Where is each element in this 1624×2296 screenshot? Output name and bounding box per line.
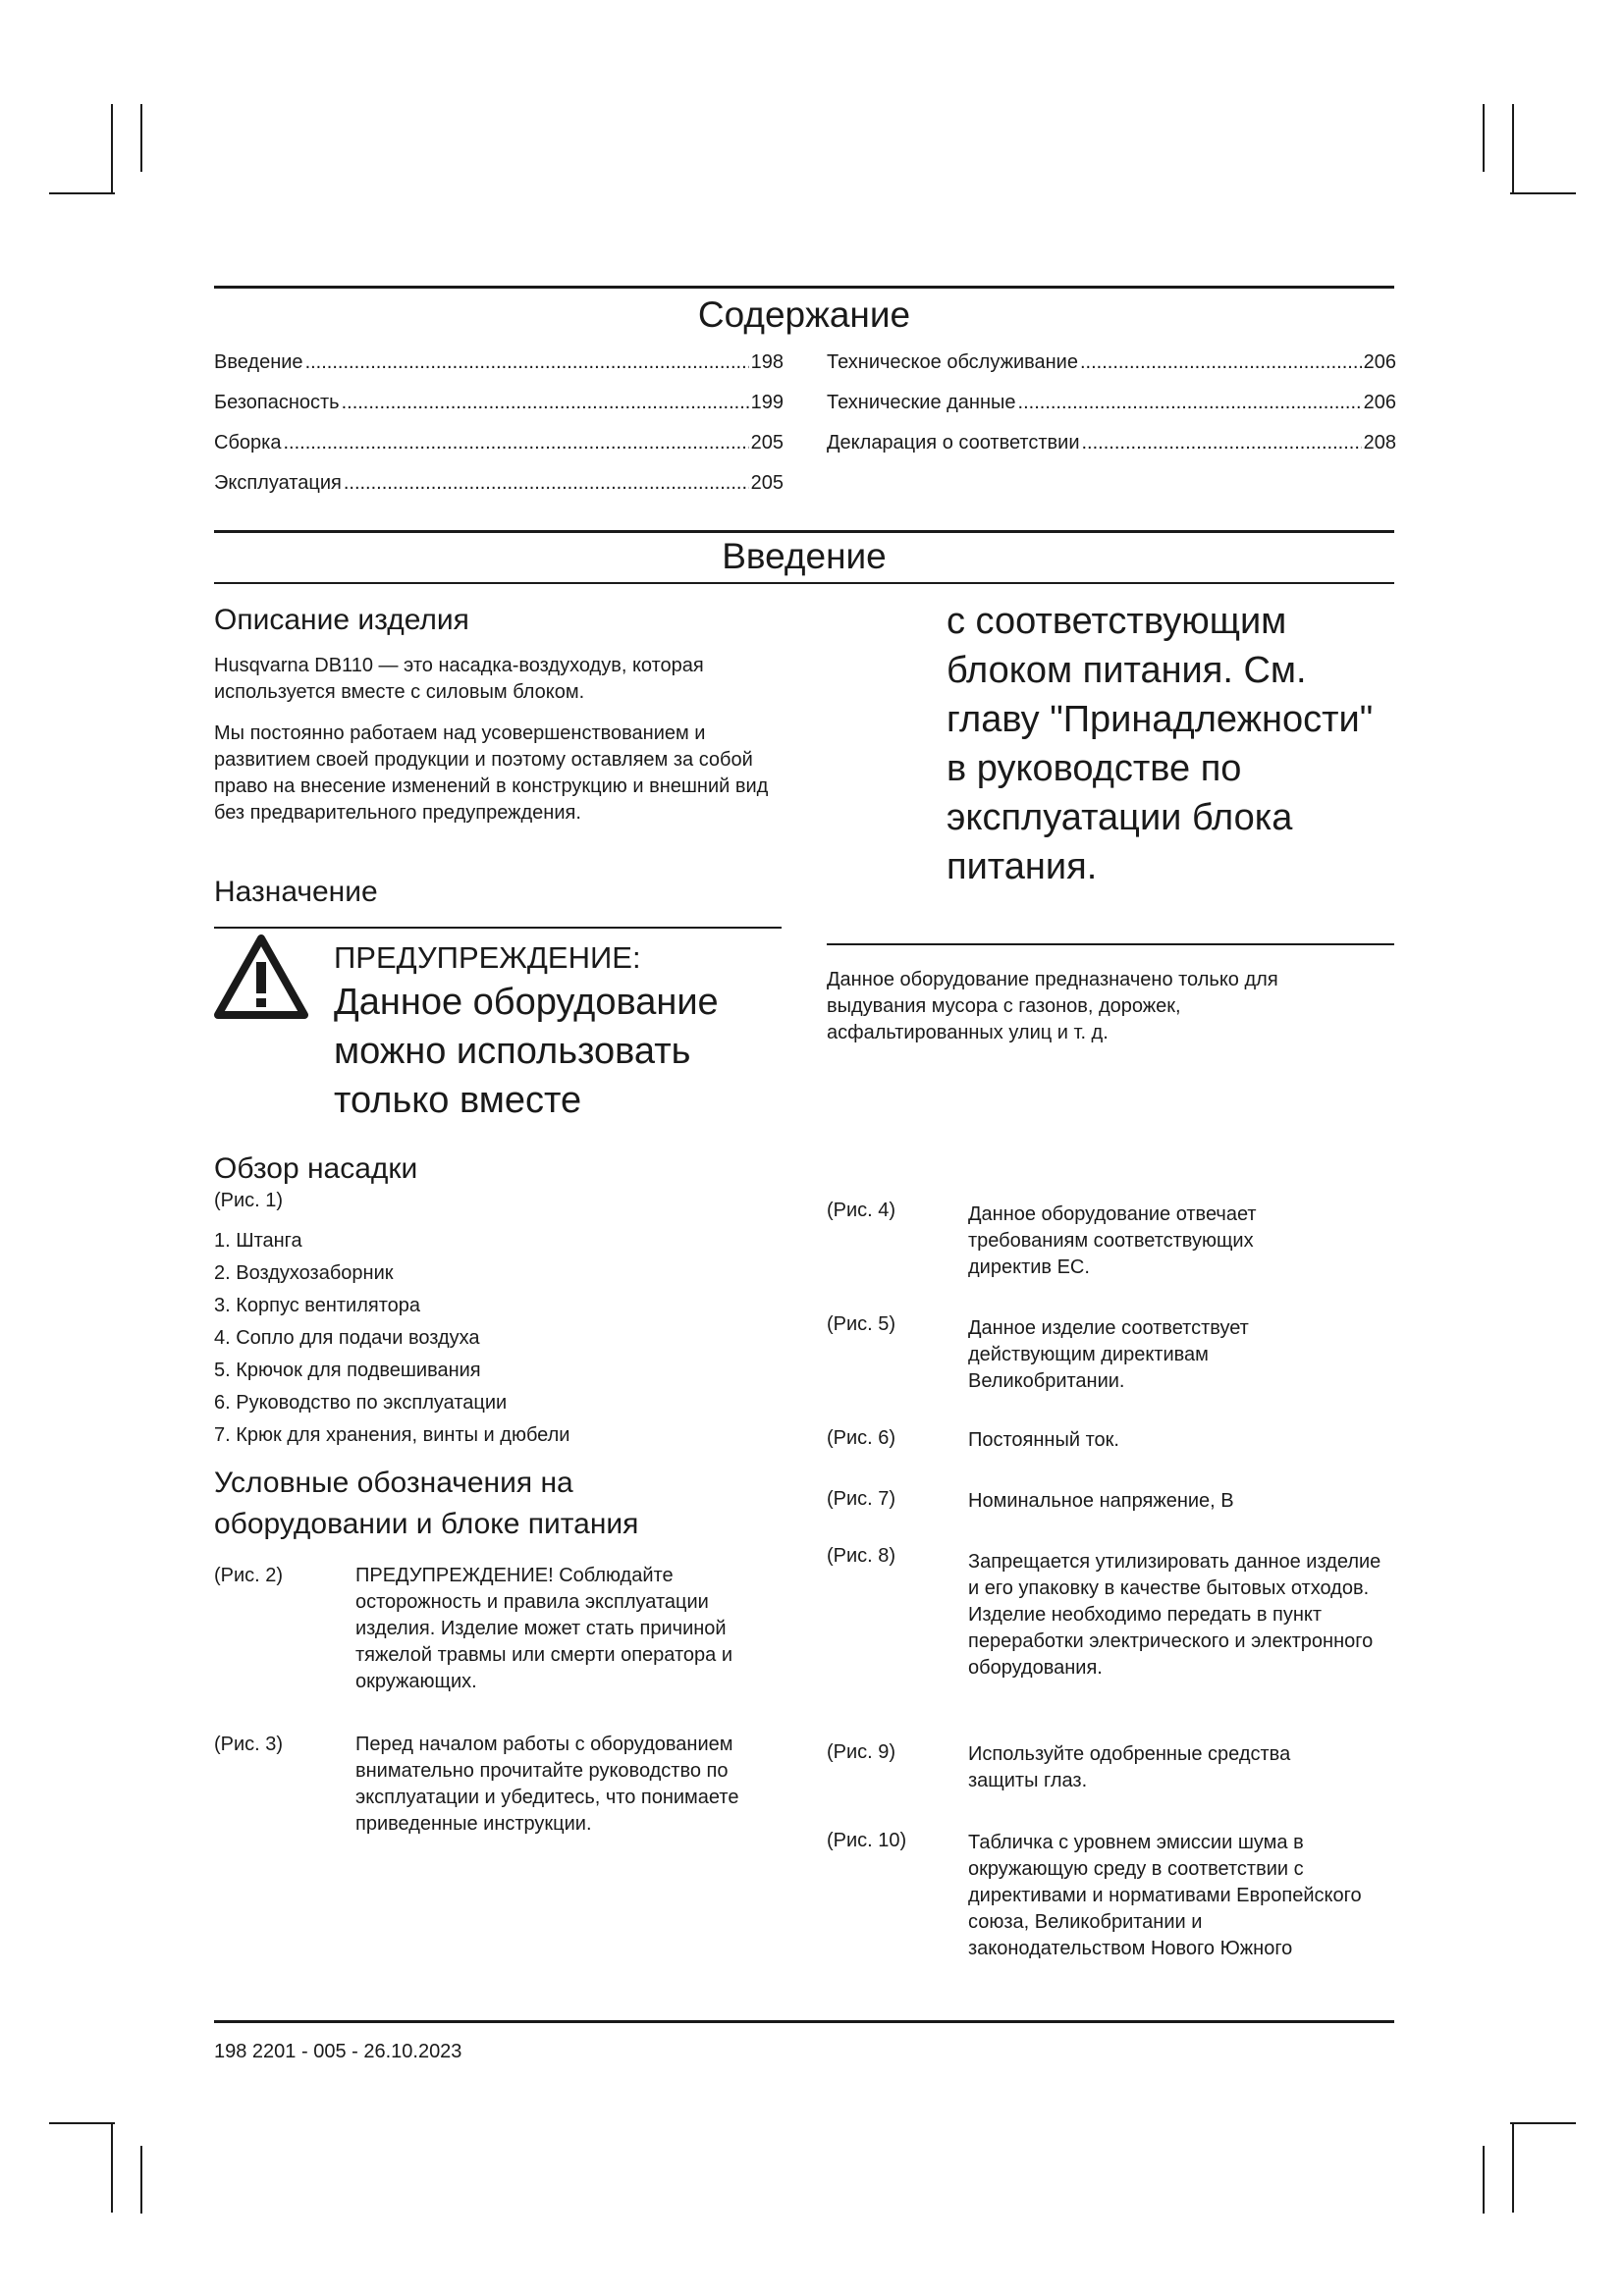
symbol-fig-ref: (Рис. 7) [827, 1488, 896, 1510]
list-item: 1. Штанга [214, 1230, 302, 1252]
warning-icon [214, 934, 308, 1019]
symbol-fig-ref: (Рис. 6) [827, 1427, 896, 1449]
symbol-fig-ref: (Рис. 4) [827, 1200, 896, 1221]
crop-mark [111, 2122, 113, 2213]
crop-mark [1512, 2122, 1514, 2213]
list-item: 6. Руководство по эксплуатации [214, 1392, 508, 1414]
toc-entry-page: 206 [1363, 351, 1396, 373]
crop-mark [140, 2146, 142, 2214]
toc-entry-label: Декларация о соответствии [827, 432, 1080, 454]
toc-entry-page: 205 [750, 472, 784, 494]
toc-entry[interactable] [214, 351, 784, 392]
usage-text: Данное оборудование предназначено только для выдувания мусора с газонов, дорожек, асфальтированных улиц и т. д. [827, 969, 1278, 1043]
crop-mark [1510, 192, 1576, 194]
footer-rule [214, 2020, 1394, 2023]
toc-entry-page: 205 [750, 432, 784, 454]
list-item: 3. Корпус вентилятора [214, 1295, 420, 1316]
symbol-fig-ref: (Рис. 5) [827, 1313, 896, 1335]
purpose-heading: Назначение [214, 876, 378, 908]
toc-entry[interactable] [827, 392, 1396, 432]
symbol-fig-ref: (Рис. 10) [827, 1830, 907, 1851]
product-description-p2: Мы постоянно работаем над усовершенствованием и развитием своей продукции и поэтому оставляем за собой право на внесение изменений в конструкцию и внешний вид без предварительного предупреждения. [214, 722, 769, 824]
toc-entry[interactable] [827, 351, 1396, 392]
symbol-description: Постоянный ток. [968, 1429, 1119, 1451]
overview-heading: Обзор насадки [214, 1152, 418, 1185]
crop-mark [1483, 104, 1485, 172]
toc-entry-page: 208 [1363, 432, 1396, 454]
intro-top-rule [214, 530, 1394, 533]
product-description-heading: Описание изделия [214, 604, 469, 636]
toc-entry-label: Техническое обслуживание [827, 351, 1078, 373]
list-item: 2. Воздухозаборник [214, 1262, 394, 1284]
toc-entry[interactable] [214, 432, 784, 472]
crop-mark [1510, 2122, 1576, 2124]
toc-leader [1082, 432, 1362, 454]
symbols-heading: Условные обозначения на оборудовании и блоке питания [214, 1467, 639, 1540]
symbol-fig-ref: (Рис. 8) [827, 1545, 896, 1567]
crop-mark [49, 192, 115, 194]
toc-leader [283, 432, 748, 454]
symbol-description: ПРЕДУПРЕЖДЕНИЕ! Соблюдайте осторожность и правила эксплуатации изделия. Изделие может стать причиной тяжелой травмы или смерти оператора и окружающих. [355, 1565, 732, 1692]
overview-list [214, 1225, 784, 1452]
symbol-description: Перед началом работы с оборудованием внимательно прочитайте руководство по эксплуатации и убедитесь, что понимаете приведенные инструкции. [355, 1734, 739, 1835]
symbol-fig-ref: (Рис. 2) [214, 1565, 284, 1586]
toc-leader [1080, 351, 1362, 374]
symbol-description: Табличка с уровнем эмиссии шума в окружающую среду в соответствии с директивами и нормативами Европейского союза, Великобритании и законодательством Нового Южного [968, 1832, 1362, 1959]
toc-entry-page: 199 [750, 392, 784, 413]
toc-right-column [827, 351, 1396, 472]
list-item: 7. Крюк для хранения, винты и дюбели [214, 1424, 570, 1446]
overview-fig-ref: (Рис. 1) [214, 1190, 284, 1211]
warning-text-part1: Данное оборудование можно использовать только вместе [334, 982, 719, 1121]
list-item: 5. Крючок для подвешивания [214, 1360, 481, 1381]
toc-leader [344, 472, 749, 495]
toc-entry-label: Сборка [214, 432, 282, 454]
crop-mark [49, 2122, 115, 2124]
symbol-description: Используйте одобренные средства защиты глаз. [968, 1743, 1291, 1791]
crop-mark [1512, 104, 1514, 194]
warning-text-part2: с соответствующим блоком питания. См. главу "Принадлежности" в руководстве по эксплуатации блока питания. [947, 601, 1374, 887]
toc-title: Содержание [697, 294, 911, 335]
toc-entry[interactable] [827, 432, 1396, 472]
symbol-description: Данное изделие соответствует действующим директивам Великобритании. [968, 1317, 1249, 1392]
list-item: 4. Сопло для подачи воздуха [214, 1327, 480, 1349]
symbol-fig-ref: (Рис. 9) [827, 1741, 896, 1763]
toc-entry-page: 206 [1363, 392, 1396, 413]
product-description-p1: Husqvarna DB110 — это насадка-воздуходув, которая используется вместе с силовым блоком. [214, 655, 704, 703]
intro-title: Введение [722, 536, 887, 576]
toc-leader [305, 351, 749, 374]
toc-entry-label: Безопасность [214, 392, 340, 413]
symbol-fig-ref: (Рис. 3) [214, 1734, 284, 1755]
warning-bottom-rule [827, 943, 1394, 945]
crop-mark [111, 104, 113, 194]
warning-label: ПРЕДУПРЕЖДЕНИЕ: [334, 940, 641, 975]
toc-entry-label: Введение [214, 351, 303, 373]
warning-top-rule [214, 927, 782, 929]
symbol-description: Запрещается утилизировать данное изделие и его упаковку в качестве бытовых отходов. Изделие необходимо передать в пункт переработки электрического и электронного оборудования. [968, 1551, 1381, 1679]
toc-top-rule [214, 286, 1394, 289]
toc-entry[interactable] [214, 392, 784, 432]
toc-left-column [214, 351, 784, 512]
toc-leader [342, 392, 749, 414]
toc-entry[interactable] [214, 472, 784, 512]
crop-mark [1483, 2146, 1485, 2214]
page-footer: 198 2201 - 005 - 26.10.2023 [214, 2041, 462, 2062]
toc-leader [1018, 392, 1362, 414]
toc-entry-page: 198 [750, 351, 784, 373]
toc-entry-label: Эксплуатация [214, 472, 342, 494]
symbol-description: Номинальное напряжение, В [968, 1490, 1234, 1512]
intro-sub-rule [214, 582, 1394, 584]
symbol-description: Данное оборудование отвечает требованиям соответствующих директив ЕС. [968, 1203, 1257, 1278]
crop-mark [140, 104, 142, 172]
toc-entry-label: Технические данные [827, 392, 1016, 413]
